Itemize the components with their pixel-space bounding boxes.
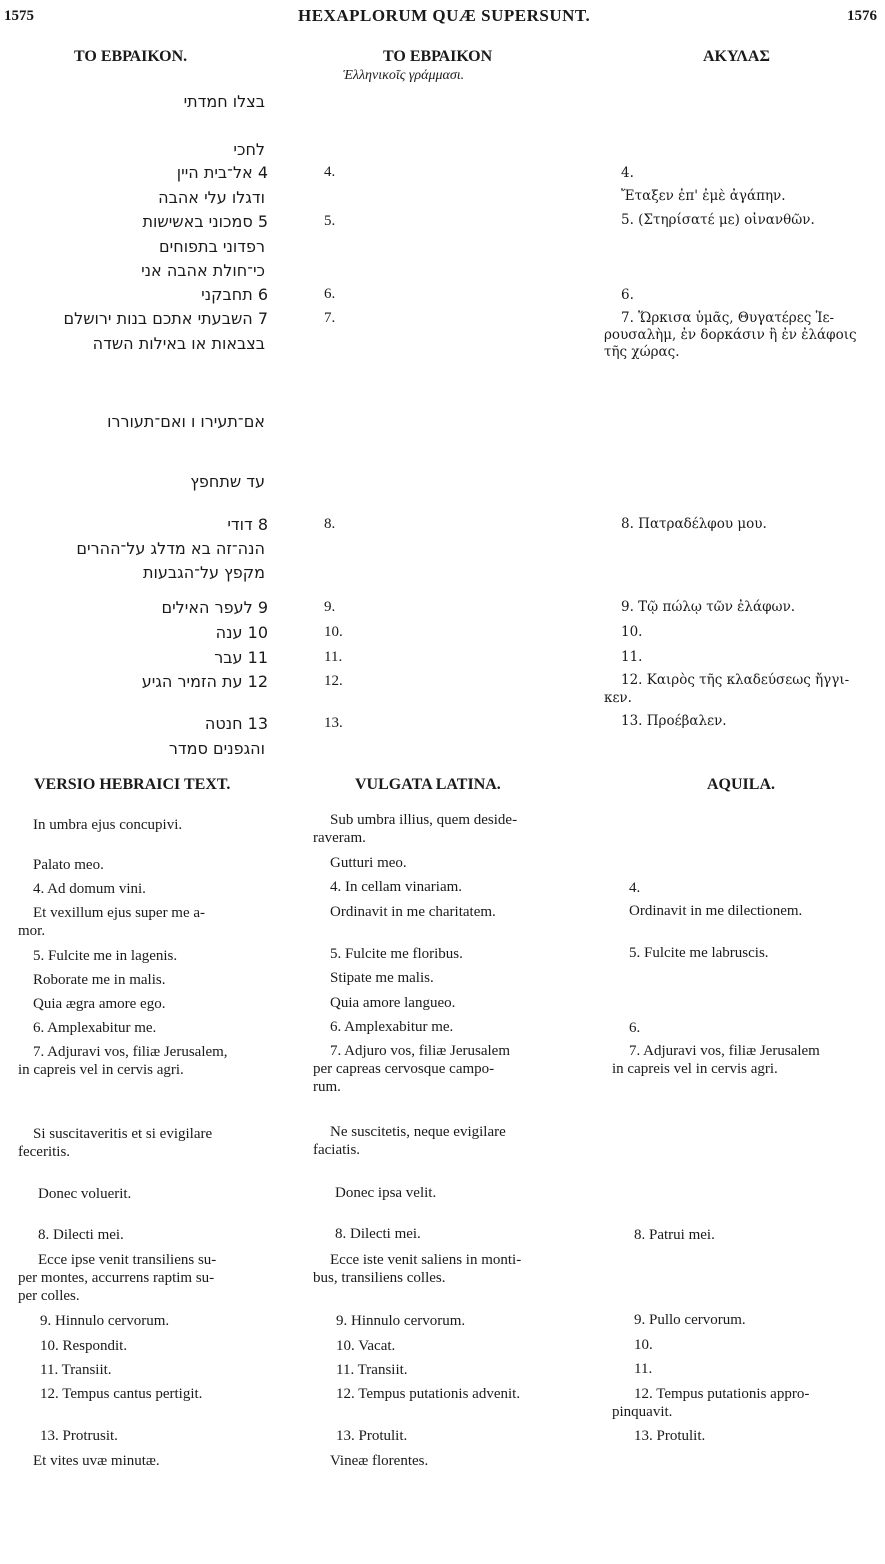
versio-line: feceritis. bbox=[18, 1144, 71, 1160]
versio-line: per montes, accurrens raptim su- bbox=[18, 1270, 215, 1286]
greek-line: 8. Πατραδέλφου μου. bbox=[621, 516, 767, 532]
vulgata-line: 6. Amplexabitur me. bbox=[330, 1019, 454, 1035]
greek-line: 7. Ὥρκισα ὑμᾶς, Θυγατέρες Ἱε- bbox=[621, 310, 835, 326]
aquila-line: 10. bbox=[634, 1337, 653, 1353]
column-subtitle-greek-letters: Ἑλληνικοῖς γράμμασι. bbox=[343, 68, 465, 83]
vulgata-line: Stipate me malis. bbox=[330, 970, 434, 986]
verse-number: 10. bbox=[324, 624, 343, 640]
versio-line: 11. Transiit. bbox=[40, 1362, 112, 1378]
greek-line: τῆς χώρας. bbox=[604, 344, 680, 360]
vulgata-line: raveram. bbox=[313, 830, 366, 846]
column-title-hebrew: ΤΟ ΕΒΡΑΙΚΟΝ. bbox=[74, 48, 188, 65]
versio-line: per colles. bbox=[18, 1288, 80, 1304]
versio-line: Et vexillum ejus super me a- bbox=[33, 905, 206, 921]
vulgata-line: Ordinavit in me charitatem. bbox=[330, 904, 496, 920]
verse-number: 7. bbox=[324, 310, 336, 326]
hebrew-line: כי־חולת אהבה אני bbox=[141, 261, 265, 280]
hebrew-line: 5 סמכוני באשישות bbox=[142, 212, 268, 231]
greek-line: ρουσαλὴμ, ἐν δορκάσιν ἢ ἐν ἐλάφοις bbox=[604, 327, 857, 343]
versio-line: in capreis vel in cervis agri. bbox=[18, 1062, 184, 1078]
versio-line: 4. Ad domum vini. bbox=[33, 881, 146, 897]
vulgata-line: Ecce iste venit saliens in monti- bbox=[330, 1252, 522, 1268]
hebrew-line: מקפץ על־הגבעות bbox=[143, 563, 265, 582]
aquila-line: 13. Protulit. bbox=[634, 1428, 706, 1444]
greek-line: 5. (Στηρίσατέ με) οἰνανθῶν. bbox=[621, 212, 815, 228]
vulgata-line: 11. Transiit. bbox=[336, 1362, 408, 1378]
hebrew-line: עד שתחפץ bbox=[190, 472, 265, 491]
versio-line: Si suscitaveritis et si evigilare bbox=[33, 1126, 213, 1142]
greek-line: 13. Προέβαλεν. bbox=[621, 713, 727, 729]
versio-line: Donec voluerit. bbox=[38, 1186, 132, 1202]
aquila-line: 6. bbox=[629, 1020, 641, 1036]
verse-number: 9. bbox=[324, 599, 336, 615]
greek-line: κεν. bbox=[604, 690, 632, 706]
verse-number: 8. bbox=[324, 516, 336, 532]
greek-line: 6. bbox=[621, 287, 634, 303]
verse-number: 4. bbox=[324, 164, 336, 180]
hebrew-line: הנה־זה בא מדלג על־ההרים bbox=[76, 539, 265, 558]
hebrew-line: 10 ענה bbox=[215, 623, 268, 642]
vulgata-line: 8. Dilecti mei. bbox=[335, 1226, 421, 1242]
aquila-line: Ordinavit in me dilectionem. bbox=[629, 903, 803, 919]
hebrew-line: 4 אל־בית היין bbox=[176, 163, 268, 182]
vulgata-line: 4. In cellam vinariam. bbox=[330, 879, 463, 895]
hebrew-line: 8 דודי bbox=[227, 515, 268, 534]
hebrew-line: בצלו חמדתי bbox=[183, 92, 265, 111]
verse-number: 5. bbox=[324, 213, 336, 229]
versio-line: Ecce ipse venit transiliens su- bbox=[38, 1252, 217, 1268]
greek-line: 9. Τῷ πώλῳ τῶν ἐλάφων. bbox=[621, 599, 796, 615]
aquila-line: 5. Fulcite me labruscis. bbox=[629, 945, 769, 961]
greek-line: 10. bbox=[621, 624, 643, 640]
versio-line: 9. Hinnulo cervorum. bbox=[40, 1313, 170, 1329]
verse-number: 11. bbox=[324, 649, 343, 665]
versio-line: 10. Respondit. bbox=[40, 1338, 128, 1354]
hebrew-line: אם־תעירו ו ואם־תעוררו bbox=[107, 412, 265, 431]
vulgata-line: rum. bbox=[313, 1079, 341, 1095]
versio-line: Roborate me in malis. bbox=[33, 972, 166, 988]
hebrew-line: 13 חנטה bbox=[204, 714, 268, 733]
versio-line: In umbra ejus concupivi. bbox=[33, 817, 183, 833]
hebrew-line: לחכי bbox=[233, 140, 265, 159]
vulgata-line: 7. Adjuro vos, filiæ Jerusalem bbox=[330, 1043, 510, 1059]
hebrew-line: בצבאות או באילות השדה bbox=[92, 334, 265, 353]
greek-line: 11. bbox=[621, 649, 643, 665]
vulgata-line: 9. Hinnulo cervorum. bbox=[336, 1313, 466, 1329]
greek-line: 12. Καιρὸς τῆς κλαδεύσεως ἤγγι- bbox=[621, 672, 850, 688]
versio-line: 7. Adjuravi vos, filiæ Jerusalem, bbox=[33, 1044, 228, 1060]
versio-line: 5. Fulcite me in lagenis. bbox=[33, 948, 178, 964]
hebrew-line: רפדוני בתפוחים bbox=[159, 237, 265, 256]
page-number-left: 1575 bbox=[4, 8, 34, 24]
hebrew-line: 12 עת הזמיר הגיע bbox=[141, 672, 268, 691]
aquila-line: in capreis vel in cervis agri. bbox=[612, 1061, 778, 1077]
running-title: HEXAPLORUM QUÆ SUPERSUNT. bbox=[298, 6, 591, 25]
greek-line: Ἔταξεν ἐπ' ἐμὲ ἀγάπην. bbox=[621, 188, 786, 204]
aquila-line: 12. Tempus putationis appro- bbox=[634, 1386, 810, 1402]
versio-line: 13. Protrusit. bbox=[40, 1428, 118, 1444]
vulgata-line: 10. Vacat. bbox=[336, 1338, 396, 1354]
column-title-versio: VERSIO HEBRAICI TEXT. bbox=[34, 776, 231, 793]
vulgata-line: per capreas cervosque campo- bbox=[313, 1061, 495, 1077]
aquila-line: 11. bbox=[634, 1361, 653, 1377]
versio-line: Palato meo. bbox=[33, 857, 104, 873]
greek-line: 4. bbox=[621, 165, 634, 181]
hebrew-line: 7 השבעתי אתכם בנות ירושלם bbox=[63, 309, 268, 328]
versio-line: Et vites uvæ minutæ. bbox=[33, 1453, 160, 1469]
vulgata-line: Quia amore langueo. bbox=[330, 995, 456, 1011]
verse-number: 6. bbox=[324, 286, 336, 302]
versio-line: 12. Tempus cantus pertigit. bbox=[40, 1386, 203, 1402]
vulgata-line: bus, transiliens colles. bbox=[313, 1270, 446, 1286]
hebrew-line: 6 תחבקני bbox=[201, 285, 268, 304]
verse-number: 13. bbox=[324, 715, 343, 731]
column-title-aquila: AQUILA. bbox=[707, 776, 776, 793]
vulgata-line: Donec ipsa velit. bbox=[335, 1185, 437, 1201]
vulgata-line: 5. Fulcite me floribus. bbox=[330, 946, 463, 962]
aquila-line: pinquavit. bbox=[612, 1404, 673, 1420]
vulgata-line: Vineæ florentes. bbox=[330, 1453, 429, 1469]
aquila-line: 7. Adjuravi vos, filiæ Jerusalem bbox=[629, 1043, 820, 1059]
versio-line: mor. bbox=[18, 923, 46, 939]
versio-line: 8. Dilecti mei. bbox=[38, 1227, 124, 1243]
vulgata-line: Gutturi meo. bbox=[330, 855, 407, 871]
aquila-line: 8. Patrui mei. bbox=[634, 1227, 715, 1243]
verse-number: 12. bbox=[324, 673, 343, 689]
vulgata-line: 12. Tempus putationis advenit. bbox=[336, 1386, 521, 1402]
vulgata-line: Sub umbra illius, quem deside- bbox=[330, 812, 518, 828]
versio-line: 6. Amplexabitur me. bbox=[33, 1020, 157, 1036]
versio-line: Quia ægra amore ego. bbox=[33, 996, 166, 1012]
column-title-vulgata: VULGATA LATINA. bbox=[355, 776, 501, 793]
column-title-hebrew-greek-letters: ΤΟ ΕΒΡΑΙΚΟΝ bbox=[383, 48, 493, 65]
hebrew-line: 11 עבר bbox=[214, 648, 268, 667]
column-title-aquila-greek: ΑΚΥΛΑΣ bbox=[703, 48, 770, 65]
hebrew-line: ודגלו עלי אהבה bbox=[158, 188, 265, 207]
vulgata-line: Ne suscitetis, neque evigilare bbox=[330, 1124, 506, 1140]
hebrew-line: 9 לעפר האילים bbox=[161, 598, 268, 617]
page-number-right: 1576 bbox=[847, 8, 877, 24]
aquila-line: 9. Pullo cervorum. bbox=[634, 1312, 746, 1328]
hebrew-line: והגפנים סמדר bbox=[168, 739, 265, 758]
aquila-line: 4. bbox=[629, 880, 641, 896]
vulgata-line: 13. Protulit. bbox=[336, 1428, 408, 1444]
vulgata-line: faciatis. bbox=[313, 1142, 361, 1158]
